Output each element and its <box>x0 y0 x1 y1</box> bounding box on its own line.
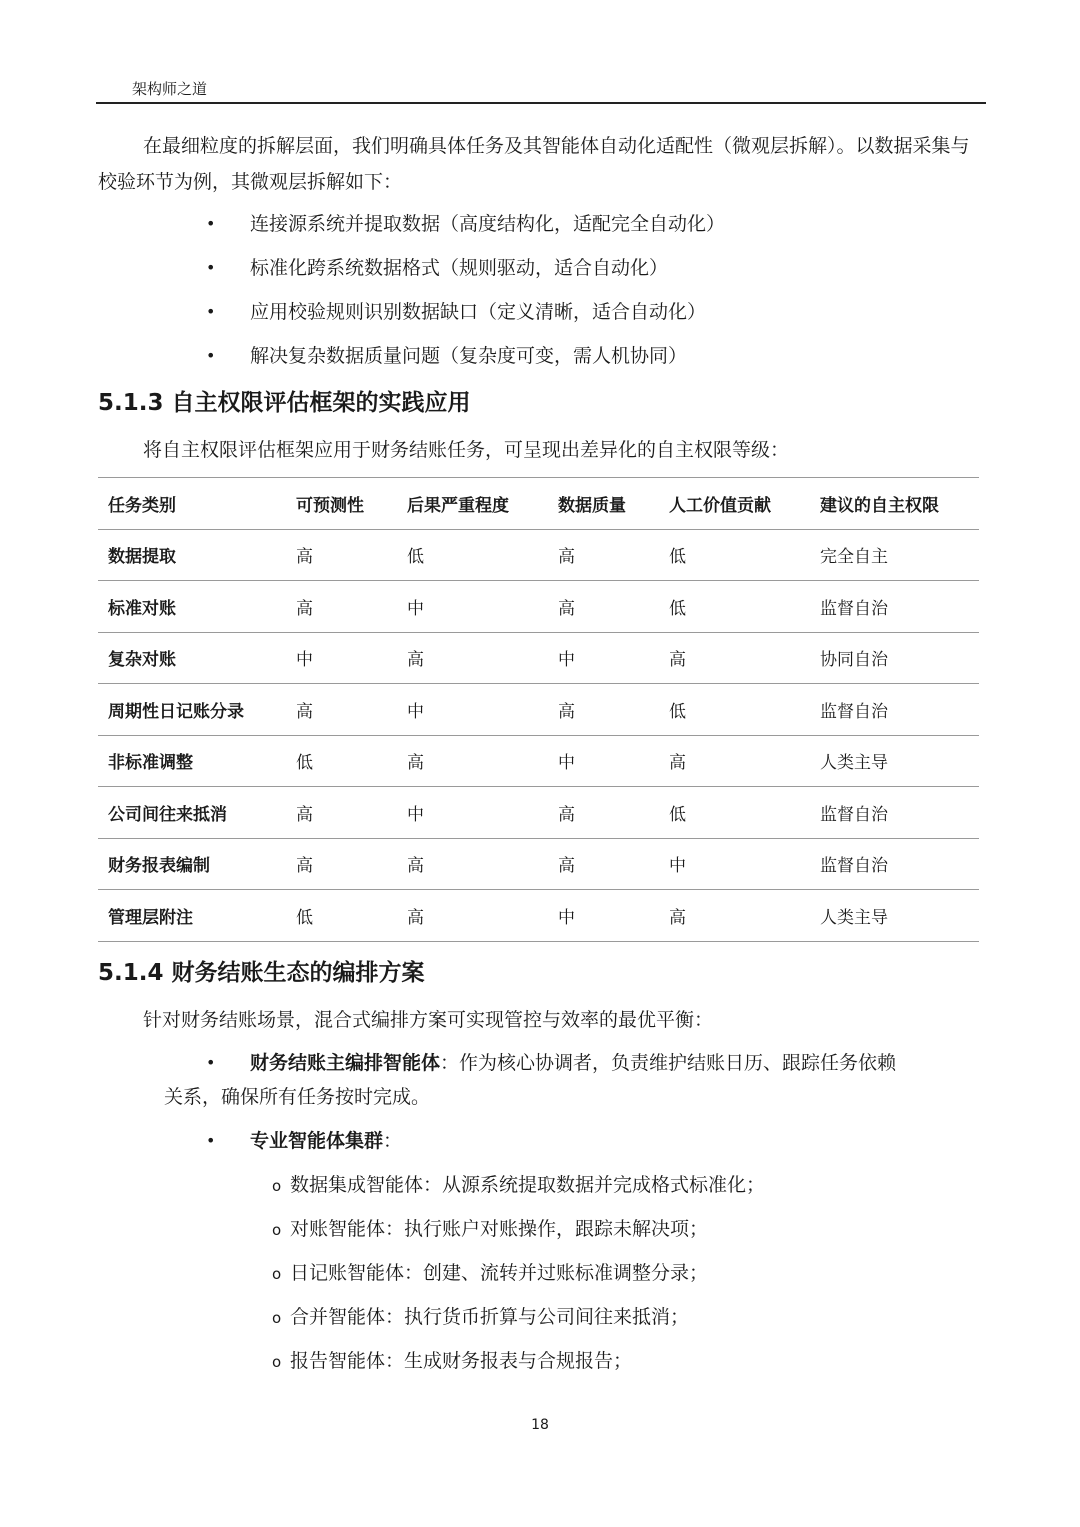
table-cell: 高 <box>397 735 548 787</box>
table-cell: 完全自主 <box>810 529 979 581</box>
table-cell: 高 <box>659 890 810 942</box>
table-cell: 管理层附注 <box>98 890 286 942</box>
table-cell: 高 <box>286 787 397 839</box>
table-cell: 高 <box>548 787 659 839</box>
column-header: 任务类别 <box>98 478 286 530</box>
table-cell: 非标准调整 <box>98 735 286 787</box>
table-cell: 高 <box>659 735 810 787</box>
table-cell: 人类主导 <box>810 735 979 787</box>
sub-item-text: 数据集成智能体：从源系统提取数据并完成格式标准化； <box>290 1174 766 1196</box>
section-heading-513: 5.1.3 自主权限评估框架的实践应用 <box>98 390 471 416</box>
micro-item-text: 应用校验规则识别数据缺口（定义清晰，适合自动化） <box>250 301 707 323</box>
bullet-icon: • <box>206 1131 216 1150</box>
table-row <box>98 632 979 684</box>
table-row <box>98 684 979 736</box>
table-cell: 低 <box>659 529 810 581</box>
table-cell: 监督自治 <box>810 787 979 839</box>
sub-item-text: 日记账智能体：创建、流转并过账标准调整分录； <box>290 1262 709 1284</box>
table-row <box>98 735 979 787</box>
table-cell: 低 <box>286 890 397 942</box>
sub-list-item <box>272 1216 708 1243</box>
table-cell: 监督自治 <box>810 581 979 633</box>
table-cell: 低 <box>659 581 810 633</box>
micro-item-text: 解决复杂数据质量问题（复杂度可变，需人机协同） <box>250 345 688 367</box>
column-header: 可预测性 <box>286 478 397 530</box>
circle-bullet-icon: o <box>272 1177 282 1195</box>
sub-list-item <box>272 1260 708 1287</box>
header-divider <box>96 102 986 104</box>
table-cell: 监督自治 <box>810 838 979 890</box>
table-cell: 中 <box>397 581 548 633</box>
bullet-icon: • <box>206 346 216 365</box>
table-cell: 高 <box>548 838 659 890</box>
table-row <box>98 838 979 890</box>
cluster-label: 专业智能体集群 <box>250 1130 384 1152</box>
table-cell: 财务报表编制 <box>98 838 286 890</box>
table-cell: 高 <box>397 632 548 684</box>
column-header: 后果严重程度 <box>397 478 548 530</box>
cluster-colon: ： <box>383 1130 403 1152</box>
bullet-icon: • <box>206 302 216 321</box>
sub-item-text: 合并智能体：执行货币折算与公司间往来抵消； <box>290 1306 690 1328</box>
table-cell: 高 <box>659 632 810 684</box>
circle-bullet-icon: o <box>272 1221 282 1239</box>
section-513-lead: 将自主权限评估框架应用于财务结账任务，可呈现出差异化的自主权限等级： <box>143 439 790 461</box>
table-row <box>98 787 979 839</box>
table-cell: 高 <box>286 581 397 633</box>
table-cell: 协同自治 <box>810 632 979 684</box>
bullet-icon: • <box>206 258 216 277</box>
column-header: 人工价值贡献 <box>659 478 810 530</box>
table-cell: 数据提取 <box>98 529 286 581</box>
micro-item-text: 连接源系统并提取数据（高度结构化，适配完全自动化） <box>250 213 726 235</box>
table-cell: 中 <box>397 787 548 839</box>
table-cell: 低 <box>397 529 548 581</box>
circle-bullet-icon: o <box>272 1309 282 1327</box>
table-cell: 人类主导 <box>810 890 979 942</box>
table-cell: 高 <box>397 838 548 890</box>
table-cell: 高 <box>548 684 659 736</box>
micro-item-text: 标准化跨系统数据格式（规则驱动，适合自动化） <box>250 257 669 279</box>
column-header: 数据质量 <box>548 478 659 530</box>
main-agent-text: ：作为核心协调者，负责维护结账日历、跟踪任务依赖 <box>440 1052 897 1074</box>
table-cell: 中 <box>548 735 659 787</box>
autonomy-table <box>98 477 979 942</box>
column-header: 建议的自主权限 <box>810 478 979 530</box>
running-header: 架构师之道 <box>132 80 208 98</box>
table-cell: 复杂对账 <box>98 632 286 684</box>
section-heading-514: 5.1.4 财务结账生态的编排方案 <box>98 960 425 986</box>
table-cell: 中 <box>286 632 397 684</box>
bullet-icon: • <box>206 214 216 233</box>
table-cell: 中 <box>659 838 810 890</box>
table-cell: 高 <box>548 529 659 581</box>
circle-bullet-icon: o <box>272 1265 282 1283</box>
main-agent-label: 财务结账主编排智能体 <box>250 1052 441 1074</box>
table-cell: 高 <box>286 684 397 736</box>
table-cell: 公司间往来抵消 <box>98 787 286 839</box>
circle-bullet-icon: o <box>272 1353 282 1371</box>
sub-list-item <box>272 1348 632 1375</box>
sub-item-text: 报告智能体：生成财务报表与合规报告； <box>290 1350 633 1372</box>
table-cell: 周期性日记账分录 <box>98 684 286 736</box>
sub-list-item <box>272 1172 765 1199</box>
table-cell: 中 <box>548 890 659 942</box>
table-cell: 低 <box>659 684 810 736</box>
table-row <box>98 529 979 581</box>
table-cell: 高 <box>286 529 397 581</box>
table-cell: 中 <box>548 632 659 684</box>
table-cell: 低 <box>286 735 397 787</box>
intro-paragraph: 在最细粒度的拆解层面，我们明确具体任务及其智能体自动化适配性（微观层拆解）。以数据采集与校验环节为例，其微观层拆解如下： <box>98 135 970 193</box>
sub-list-item <box>272 1304 689 1331</box>
table-row <box>98 581 979 633</box>
table-cell: 中 <box>397 684 548 736</box>
table-cell: 标准对账 <box>98 581 286 633</box>
page-number: 18 <box>531 1417 549 1433</box>
section-514-lead: 针对财务结账场景，混合式编排方案可实现管控与效率的最优平衡： <box>143 1009 714 1031</box>
table-cell: 监督自治 <box>810 684 979 736</box>
table-header-row <box>98 478 979 530</box>
table-row <box>98 890 979 942</box>
table-cell: 低 <box>659 787 810 839</box>
sub-item-text: 对账智能体：执行账户对账操作，跟踪未解决项； <box>290 1218 709 1240</box>
main-agent-continuation: 关系，确保所有任务按时完成。 <box>164 1086 431 1108</box>
table-cell: 高 <box>548 581 659 633</box>
table-cell: 高 <box>286 838 397 890</box>
bullet-icon: • <box>206 1053 216 1072</box>
table-cell: 高 <box>397 890 548 942</box>
